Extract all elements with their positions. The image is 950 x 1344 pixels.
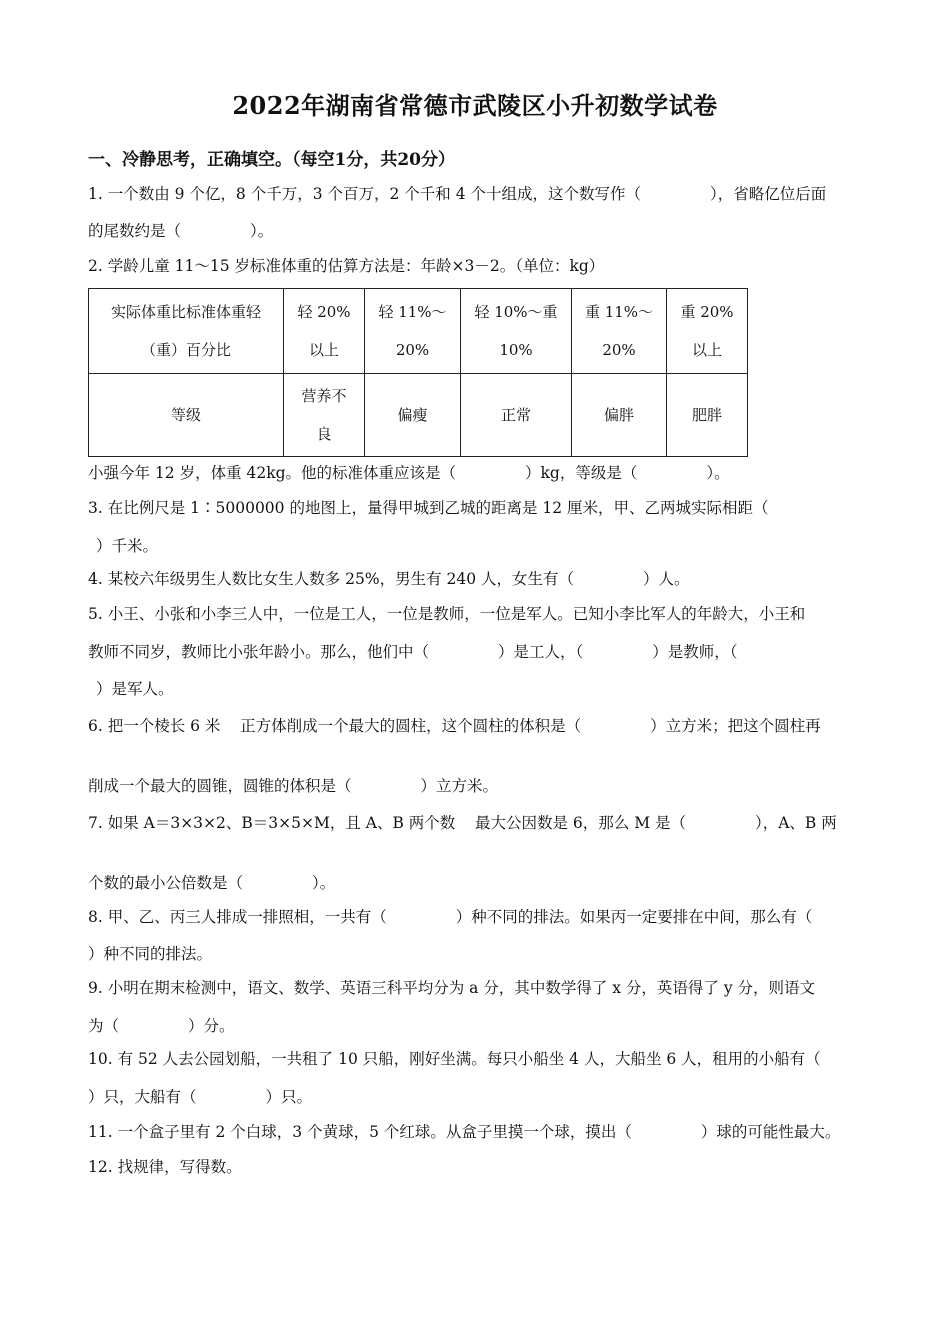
question-10-line-2: ）只，大船有（ ）只。 xyxy=(88,1088,312,1106)
question-3-line-2: ）千米。 xyxy=(96,537,159,555)
question-3-line-1: 3. 在比例尺是 1∶5000000 的地图上，量得甲城到乙城的距离是 12 厘米，甲、乙两城实际相距（ xyxy=(88,499,769,517)
question-2-line-1: 2. 学龄儿童 11～15 岁标准体重的估算方法是：年龄×3－2。（单位：kg） xyxy=(88,257,605,275)
question-10-line-1: 10. 有 52 人去公园划船，一共租了 10 只船，刚好坐满。每只小船坐 4 人，大船坐 6 人，租用的小船有（ xyxy=(88,1050,821,1068)
table-cell: 轻 10%～重 10% xyxy=(461,289,572,374)
table-cell: 重 20% 以上 xyxy=(667,289,748,374)
section-heading: 一、冷静思考，正确填空。（每空1分，共20分） xyxy=(88,150,455,170)
weight-grade-table xyxy=(88,288,748,457)
table-cell: 等级 xyxy=(89,374,284,457)
question-5-line-2: 教师不同岁，教师比小张年龄小。那么，他们中（ ）是工人，（ ）是教师，（ xyxy=(88,643,738,661)
question-12-line-1: 12. 找规律，写得数。 xyxy=(88,1158,242,1176)
question-7-line-1: 7. 如果 A＝3×3×2、B＝3×5×M，且 A、B 两个数 最大公因数是 6，那么 M 是（ ），A、B 两 xyxy=(88,814,837,832)
table-cell: 营养不 良 xyxy=(284,374,365,457)
question-9-line-1: 9. 小明在期末检测中，语文、数学、英语三科平均分为 a 分，其中数学得了 x 分，英语得了 y 分，则语文 xyxy=(88,979,816,997)
table-cell: 轻 20% 以上 xyxy=(284,289,365,374)
exam-title: 2022年湖南省常德市武陵区小升初数学试卷 xyxy=(232,91,718,120)
question-7-line-2: 个数的最小公倍数是（ ）。 xyxy=(88,874,336,892)
table-cell: 偏胖 xyxy=(572,374,667,457)
question-1-line-1: 1. 一个数由 9 个亿，8 个千万，3 个百万，2 个千和 4 个十组成，这个数写作（ ），省略亿位后面 xyxy=(88,185,827,203)
question-1-line-2: 的尾数约是（ ）。 xyxy=(88,222,274,240)
question-6-line-2: 削成一个最大的圆锥，圆锥的体积是（ ）立方米。 xyxy=(88,777,498,795)
question-6-line-1: 6. 把一个棱长 6 米 正方体削成一个最大的圆柱，这个圆柱的体积是（ ）立方米；把这个圆柱再 xyxy=(88,717,821,735)
table-cell: 轻 11%～ 20% xyxy=(365,289,461,374)
table-row xyxy=(89,289,748,374)
table-row xyxy=(89,374,748,457)
table-cell: 重 11%～ 20% xyxy=(572,289,667,374)
question-5-line-3: ）是军人。 xyxy=(96,680,174,698)
question-4-line-1: 4. 某校六年级男生人数比女生人数多 25%，男生有 240 人，女生有（ ）人。 xyxy=(88,570,690,588)
table-cell: 偏瘦 xyxy=(365,374,461,457)
question-5-line-1: 5. 小王、小张和小李三人中，一位是工人，一位是教师，一位是军人。已知小李比军人的年龄大，小王和 xyxy=(88,605,806,623)
question-9-line-2: 为（ ）分。 xyxy=(88,1017,235,1035)
table-cell: 实际体重比标准体重轻 （重）百分比 xyxy=(89,289,284,374)
table-cell: 肥胖 xyxy=(667,374,748,457)
question-8-line-2: ）种不同的排法。 xyxy=(88,945,213,963)
question-2-line-2: 小强今年 12 岁，体重 42kg。他的标准体重应该是（ ）kg，等级是（ ）。 xyxy=(88,464,730,482)
question-8-line-1: 8. 甲、乙、丙三人排成一排照相，一共有（ ）种不同的排法。如果丙一定要排在中间，那么有（ xyxy=(88,908,813,926)
question-11-line-1: 11. 一个盒子里有 2 个白球，3 个黄球，5 个红球。从盒子里摸一个球，摸出（ ）球的可能性最大。 xyxy=(88,1123,841,1141)
table-cell: 正常 xyxy=(461,374,572,457)
